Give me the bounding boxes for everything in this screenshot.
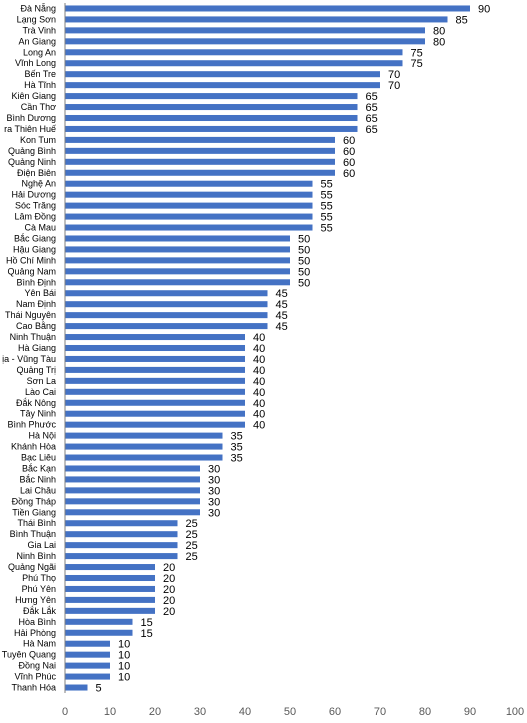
bar-value-label: 25 [185, 518, 198, 531]
bar [65, 630, 133, 636]
bar-value-label: 45 [275, 299, 288, 312]
bar-value-label: 35 [230, 441, 243, 454]
bar [65, 663, 110, 669]
bar [65, 564, 155, 570]
x-tick-label: 10 [103, 706, 117, 718]
bar [65, 181, 313, 187]
bar-value-label: 15 [140, 627, 153, 640]
category-label: Hà Tĩnh [24, 80, 56, 91]
bar [65, 356, 245, 362]
bar [65, 323, 268, 329]
category-label: Bình Dương [6, 113, 56, 123]
bar-value-label: 45 [275, 288, 288, 301]
bar [65, 334, 245, 340]
x-tick-label: 80 [418, 706, 432, 718]
bar-value-label: 30 [208, 463, 221, 476]
bar-value-label: 60 [343, 167, 356, 180]
category-label: Quảng Trị [16, 364, 56, 375]
x-tick-label: 0 [61, 706, 69, 718]
bar-value-label: 40 [253, 386, 266, 399]
bar-value-label: 20 [163, 573, 176, 585]
bar [65, 159, 335, 165]
category-label: ra Thiên Huế [4, 123, 56, 134]
x-tick-label: 40 [238, 706, 252, 718]
category-label: Trà Vinh [22, 25, 56, 36]
bar [65, 455, 223, 461]
bar [65, 104, 358, 110]
bar-value-label: 55 [320, 200, 333, 213]
x-tick-label: 50 [283, 706, 297, 718]
bar-value-label: 10 [118, 660, 131, 673]
bars-group [65, 5, 470, 690]
bar [65, 553, 178, 559]
category-label: Bạc Liêu [20, 452, 56, 463]
bar [65, 203, 313, 209]
category-label: Gia Lai [27, 540, 56, 551]
bar-value-label: 35 [230, 452, 243, 465]
bar [65, 509, 200, 515]
bar [65, 225, 313, 231]
bar-value-label: 60 [343, 145, 356, 158]
bar-value-label: 55 [320, 211, 333, 224]
bar-value-label: 75 [410, 58, 423, 71]
category-label: Kon Tum [19, 134, 56, 145]
category-label: Yên Bái [24, 288, 56, 299]
bar [65, 148, 335, 154]
bar [65, 93, 358, 99]
bar-value-label: 5 [95, 682, 102, 695]
category-label: Cao Bằng [15, 321, 56, 332]
category-label: Bắc Giang [13, 233, 56, 244]
category-label: Cần Thơ [20, 102, 56, 113]
bar [65, 192, 313, 198]
bar [65, 301, 268, 307]
bar-value-label: 20 [163, 583, 176, 596]
bar-value-label: 25 [185, 529, 198, 542]
bar [65, 137, 335, 143]
category-label: Đắk Nông [15, 397, 56, 408]
x-tick-label: 20 [148, 706, 162, 718]
bar-value-label: 45 [275, 321, 288, 334]
x-tick-label: 70 [373, 706, 387, 718]
bar [65, 619, 133, 625]
bar-value-label: 25 [185, 540, 198, 553]
category-label: Điện Biên [16, 167, 56, 178]
category-label: Bình Thuận [9, 529, 56, 540]
bar-value-label: 80 [433, 25, 446, 38]
category-label: Tiền Giang [12, 507, 56, 518]
bar-value-label: 60 [343, 134, 356, 147]
bar [65, 38, 425, 44]
bar-value-label: 65 [365, 123, 378, 136]
bar [65, 82, 380, 88]
bar [65, 652, 110, 658]
category-label: Hà Giang [17, 343, 56, 353]
category-label: Quảng Bình [7, 145, 56, 156]
bar-value-label: 55 [320, 178, 333, 191]
bar-value-label: 90 [478, 3, 491, 16]
category-label: Sơn La [26, 375, 56, 386]
bar-value-label: 40 [253, 353, 266, 366]
x-tick-labels-group [62, 706, 524, 718]
bar [65, 575, 155, 581]
category-label: Hà Nội [28, 430, 56, 441]
bar [65, 400, 245, 406]
bar [65, 126, 358, 132]
category-label: Thái Bình [17, 518, 56, 529]
bar [65, 520, 178, 526]
bar-value-label: 40 [253, 408, 266, 421]
category-label: Khánh Hòa [10, 441, 56, 452]
category-label: Thanh Hóa [11, 682, 56, 693]
bar [65, 257, 290, 263]
category-label: Bình Định [16, 277, 56, 288]
category-label: Phú Yên [21, 583, 56, 594]
bar [65, 411, 245, 417]
bar-value-label: 40 [253, 419, 266, 432]
bar-value-label: 55 [320, 222, 333, 235]
bar-value-label: 65 [365, 102, 378, 115]
category-label: Lâm Đồng [14, 211, 56, 222]
category-label: Tuyên Quang [1, 649, 56, 660]
x-tick-label: 60 [328, 706, 342, 718]
bar [65, 367, 245, 373]
category-label: Long An [22, 47, 56, 58]
category-label: Bắc Ninh [19, 474, 56, 485]
bar-value-label: 80 [433, 36, 446, 49]
bar [65, 608, 155, 614]
bar-value-label: 40 [253, 332, 266, 345]
bar [65, 531, 178, 537]
bar [65, 444, 223, 450]
bar-value-label: 30 [208, 474, 221, 487]
bar-value-label: 35 [230, 430, 243, 443]
bar [65, 433, 223, 439]
category-label: Bắc Kạn [21, 463, 56, 474]
bar-value-label: 50 [298, 255, 311, 268]
bar [65, 60, 403, 66]
bar-value-label: 30 [208, 485, 221, 498]
category-label: Đồng Nai [18, 660, 56, 671]
bar-value-label: 70 [388, 80, 401, 93]
category-label: Lào Cai [24, 386, 56, 397]
category-label: Đồng Tháp [11, 496, 56, 507]
bar [65, 279, 290, 285]
bar-value-label: 30 [208, 507, 221, 520]
bar [65, 597, 155, 603]
bar-value-label: 10 [118, 638, 131, 651]
bar-value-label: 75 [410, 47, 423, 60]
bar [65, 5, 470, 11]
bar-value-label: 55 [320, 189, 333, 202]
bar [65, 312, 268, 318]
bar-value-label: 45 [275, 310, 288, 323]
bar-value-label: 85 [455, 14, 468, 27]
bar-value-label: 50 [298, 233, 311, 246]
bar-value-label: 50 [298, 266, 311, 279]
bar-value-label: 50 [298, 244, 311, 257]
category-label: Thái Nguyên [4, 310, 56, 321]
bar-value-label: 10 [118, 649, 131, 662]
bar-value-label: 25 [185, 551, 198, 564]
bar [65, 246, 290, 252]
bar-value-label: 15 [140, 616, 153, 629]
category-label: Đà Nẵng [20, 3, 56, 14]
bar-value-label: 20 [163, 562, 176, 575]
category-label: Sóc Trăng [14, 200, 56, 211]
bar [65, 16, 448, 22]
bar-value-label: 20 [163, 605, 176, 618]
bar [65, 542, 178, 548]
bar [65, 465, 200, 471]
category-label: Ninh Bình [16, 551, 56, 562]
bar [65, 345, 245, 351]
category-label: Ninh Thuận [9, 332, 56, 343]
bar [65, 49, 403, 55]
category-label: Hải Phòng [13, 627, 56, 638]
bar [65, 674, 110, 680]
category-label: Tây Ninh [19, 408, 56, 419]
bar [65, 422, 245, 428]
category-label: Kiên Giang [11, 91, 56, 102]
category-label: ịa - Vũng Tàu [2, 353, 56, 364]
category-label: Vĩnh Phúc [14, 671, 56, 682]
category-label: Hà Nam [22, 638, 56, 649]
x-tick-label: 90 [463, 706, 477, 718]
bar [65, 235, 290, 241]
bar [65, 641, 110, 647]
category-label: Hưng Yên [15, 594, 56, 605]
x-tick-label: 100 [505, 706, 525, 718]
category-label: Hòa Bình [18, 616, 56, 627]
category-label: Lai Châu [19, 485, 56, 496]
bar [65, 685, 88, 691]
bar-value-label: 40 [253, 397, 266, 410]
bar-value-label: 40 [253, 343, 266, 355]
category-label: Hải Dương [11, 189, 56, 200]
bar [65, 476, 200, 482]
category-label: Quảng Ngãi [7, 562, 56, 573]
category-label: Vĩnh Long [14, 58, 56, 69]
category-labels-group [2, 3, 57, 692]
category-label: Quảng Nam [7, 266, 56, 277]
category-label: Đắk Lắk [22, 605, 56, 616]
bar-value-label: 60 [343, 156, 356, 169]
category-label: Hồ Chí Minh [5, 255, 56, 266]
bar-value-label: 65 [365, 113, 378, 125]
bar-value-label: 30 [208, 496, 221, 509]
category-label: Quảng Ninh [7, 156, 56, 167]
bar [65, 27, 425, 33]
bar [65, 498, 200, 504]
bar-value-label: 20 [163, 594, 176, 607]
category-label: An Giang [18, 36, 56, 47]
bar-value-label: 50 [298, 277, 311, 290]
bar [65, 389, 245, 395]
bar [65, 71, 380, 77]
bar-value-label: 70 [388, 69, 401, 82]
bar-value-label: 10 [118, 671, 131, 684]
category-label: Phú Thọ [22, 573, 56, 583]
category-label: Bến Tre [24, 69, 56, 80]
bar [65, 378, 245, 384]
bar [65, 487, 200, 493]
bar-value-label: 40 [253, 364, 266, 377]
bar [65, 115, 358, 121]
bar [65, 170, 335, 176]
bar [65, 290, 268, 296]
category-label: Hậu Giang [12, 244, 56, 255]
bar [65, 214, 313, 220]
category-label: Nghệ An [21, 178, 56, 189]
bar [65, 268, 290, 274]
category-label: Nam Định [15, 299, 56, 310]
x-tick-label: 30 [193, 706, 207, 718]
category-label: Lạng Sơn [16, 14, 56, 25]
category-label: Cà Mau [24, 222, 56, 233]
bar-value-label: 65 [365, 91, 378, 104]
category-label: Bình Phước [7, 419, 56, 430]
bar-value-label: 40 [253, 375, 266, 388]
bar [65, 586, 155, 592]
